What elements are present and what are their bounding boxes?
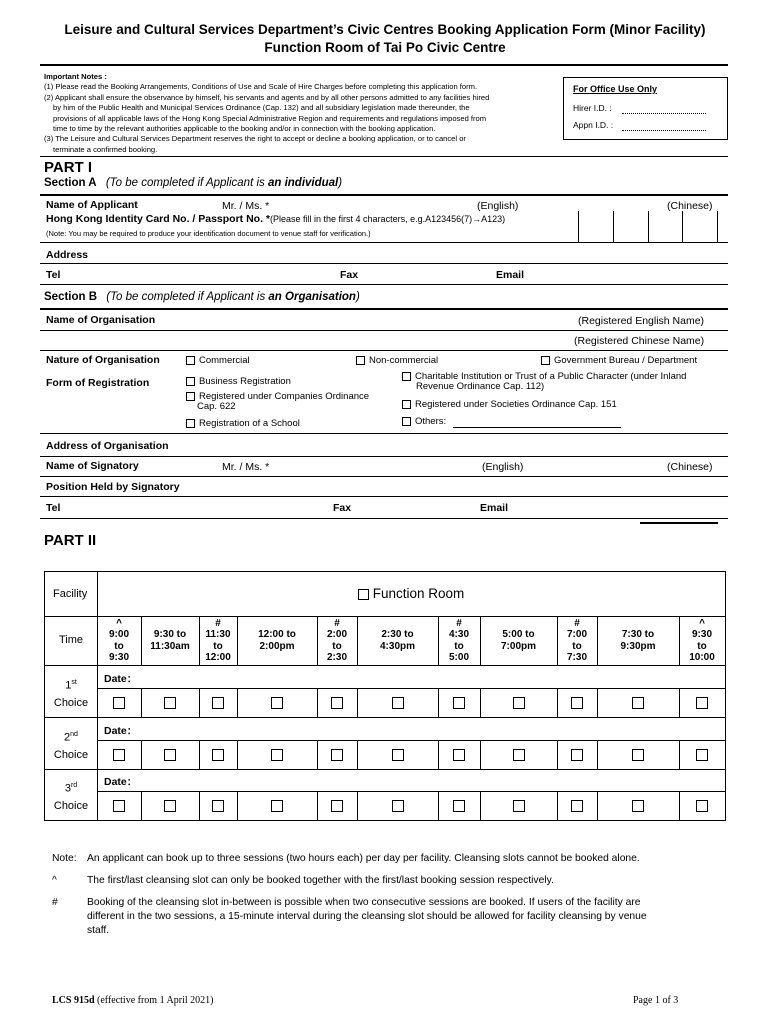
position-field[interactable] [40,496,728,497]
hkid-sub-note: (Note: You may be required to produce your identification document to venue staff for verification.) [46,229,371,238]
business-reg-option[interactable]: Business Registration [186,376,291,387]
org-tel-label: Tel [46,502,61,514]
position-label: Position Held by Signatory [46,481,180,493]
school-checkbox[interactable] [186,419,195,428]
org-fax-label: Fax [333,502,352,514]
societies-checkbox[interactable] [402,400,411,409]
gov-option[interactable]: Government Bureau / Department [541,355,697,366]
form-title-line1: Leisure and Cultural Services Department’s Civic Centres Booking Application Form (Minor Facility) [64,22,706,37]
section-a-label: Section A [44,177,97,189]
org-email-label: Email [480,502,509,514]
part1-heading: PART I [44,159,93,176]
signatory-english-label: (English) [482,461,524,473]
appn-id-field[interactable] [622,130,706,131]
section-b-note: (To be completed if Applicant is an Organisation) [106,291,360,303]
choice-3-slot-8-checkbox[interactable] [513,800,525,812]
choice-3-slot-7-checkbox[interactable] [453,800,465,812]
choice-1-slot-1-checkbox[interactable] [113,697,125,709]
tel-label: Tel [46,269,61,281]
others-field[interactable] [453,427,621,428]
office-use-box [563,77,728,140]
reg-chinese-label: (Registered Chinese Name) [574,335,705,347]
choice-3-slot-6-checkbox[interactable] [392,800,404,812]
non-commercial-option[interactable]: Non-commercial [356,355,438,366]
companies-option[interactable]: Registered under Companies Ordinance Cap. 622 [186,392,369,412]
choice-1-date[interactable]: Date： [104,673,138,685]
caret-note: The first/last cleansing slot can only be booked together with the first/last booking session respectively. [87,875,554,886]
note-2d: time to time by the relevant authorities applicable to the booking and/or in connection with the booking application. [53,124,436,134]
note-2a: (2) Applicant shall ensure the observance by himself, his servants and agents and by all other persons admitted to any facilities hired [44,92,490,102]
applicant-chinese-label: (Chinese) [667,200,713,212]
societies-option[interactable]: Registered under Societies Ordinance Cap. 151 [402,399,617,410]
footer-page: Page 1 of 3 [633,995,679,1006]
signatory-chinese-label: (Chinese) [667,461,713,473]
choice-1-slot-3-checkbox[interactable] [212,697,224,709]
hirer-id-label: Hirer I.D. : [573,103,612,113]
org-name-label: Name of Organisation [46,314,156,326]
choice-2-slot-4-checkbox[interactable] [271,749,283,761]
fax-label: Fax [340,269,359,281]
choice-3-slot-1-checkbox[interactable] [113,800,125,812]
applicant-title[interactable]: Mr. / Ms. * [222,200,270,212]
choice-2-slot-10-checkbox[interactable] [632,749,644,761]
org-address-label: Address of Organisation [46,440,169,452]
time-slot-5: # 2:00 to 2:30 [326,617,347,663]
address-label: Address [46,249,89,261]
time-slot-10: 7:30 to 9:30pm [620,629,656,652]
note-text: An applicant can book up to three sessions (two hours each) per day per facility. Cleansing slots cannot be booked alone. [87,853,640,864]
time-slot-11: ^ 9:30 to 10:00 [689,617,715,663]
hkid-boxes[interactable] [578,211,718,243]
function-room-option[interactable]: Function Room [97,586,725,601]
form-registration-label: Form of Registration [46,377,150,389]
address-field[interactable] [40,263,728,264]
notes-heading: Important Notes : [44,72,107,81]
choice-2-slot-6-checkbox[interactable] [392,749,404,761]
part2-heading: PART II [44,532,97,549]
note-label: Note: [52,853,77,864]
choice-1-slot-6-checkbox[interactable] [392,697,404,709]
applicant-english-label: (English) [477,200,519,212]
note-1: (1) Please read the Booking Arrangements, Conditions of Use and Scale of Hire Charges before completing this application form. [44,82,478,92]
email-label: Email [496,269,525,281]
choice-3-slot-10-checkbox[interactable] [632,800,644,812]
time-slot-4: 12:00 to 2:00pm [258,629,296,652]
choice-1-slot-7-checkbox[interactable] [453,697,465,709]
note-2c: provisions of all applicable laws of the Hong Kong Special Administrative Region and requirements and regulations imposed from [53,113,487,123]
appn-id-label: Appn I.D. : [573,120,614,130]
business-reg-checkbox[interactable] [186,377,195,386]
section-a-heading [44,177,342,189]
non-commercial-checkbox[interactable] [356,356,365,365]
choice-2-slot-7-checkbox[interactable] [453,749,465,761]
choice-2-slot-3-checkbox[interactable] [212,749,224,761]
notes-divider [40,156,728,157]
choice-1-label: 1st Choice [53,679,89,709]
charitable-checkbox[interactable] [402,372,411,381]
time-slot-3: # 11:30 to 12:00 [205,617,231,663]
time-slot-2: 9:30 to 11:30am [150,629,190,652]
reg-english-label: (Registered English Name) [578,315,705,327]
choice-1-slot-11-checkbox[interactable] [696,697,708,709]
choice-3-slot-11-checkbox[interactable] [696,800,708,812]
important-notes [44,72,556,155]
section-b-heading [44,291,360,303]
choice-2-slot-8-checkbox[interactable] [513,749,525,761]
commercial-checkbox[interactable] [186,356,195,365]
time-slot-7: # 4:30 to 5:00 [448,617,469,663]
hash-note: Booking of the cleansing slot in-between is possible when two consecutive sessions are booked. If users of the facility are different in the two sessions, a 15-minute interval during the cleansing slot should be allowed for facility cleansing by venue staff. [87,897,647,936]
note-2b: by him of the Public Health and Municipal Services Ordinance (Cap. 132) and all subsidiary legislation made thereunder, the [53,103,470,113]
hkid-label: Hong Kong Identity Card No. / Passport No. *(Please fill in the first 4 characters, e.g.A123456(7)→A123) [46,213,506,225]
choice-3-slot-5-checkbox[interactable] [331,800,343,812]
choice-1-slot-2-checkbox[interactable] [164,697,176,709]
companies-checkbox[interactable] [186,392,195,401]
time-slot-1: ^ 9:00 to 9:30 [108,617,129,663]
choice-1-slot-9-checkbox[interactable] [571,697,583,709]
note-3b: terminate a confirmed booking. [53,144,158,154]
section-b-label: Section B [44,291,98,303]
function-room-checkbox[interactable] [358,589,369,600]
signatory-label: Name of Signatory [46,460,139,472]
gov-checkbox[interactable] [541,356,550,365]
hirer-id-field[interactable] [622,113,706,114]
booking-table [44,571,726,821]
note-3a: (3) The Leisure and Cultural Services Department reserves the right to accept or decline a booking application, or to cancel or [44,134,466,144]
choice-3-slot-9-checkbox[interactable] [571,800,583,812]
choice-1-slot-5-checkbox[interactable] [331,697,343,709]
section-a-note: (To be completed if Applicant is an individual) [105,177,343,189]
school-option[interactable]: Registration of a School [186,418,300,429]
time-slot-9: # 7:00 to 7:30 [566,617,587,663]
choice-2-slot-5-checkbox[interactable] [331,749,343,761]
choice-2-slot-9-checkbox[interactable] [571,749,583,761]
hash-mark: # [52,897,58,908]
caret-mark: ^ [52,875,57,886]
choice-2-slot-1-checkbox[interactable] [113,749,125,761]
office-title: For Office Use Only [573,84,658,94]
others-option[interactable]: Others: [402,416,446,427]
choice-2-slot-2-checkbox[interactable] [164,749,176,761]
others-checkbox[interactable] [402,417,411,426]
form-title-line2: Function Room of Tai Po Civic Centre [264,40,506,55]
facility-label: Facility [53,588,88,600]
choice-1-slot-4-checkbox[interactable] [271,697,283,709]
choice-2-label: 2nd Choice [53,731,89,761]
choice-2-date[interactable]: Date： [104,725,138,737]
time-slot-8: 5:00 to 7:00pm [500,629,536,652]
name-of-applicant-label: Name of Applicant [46,199,138,211]
choice-3-date[interactable]: Date： [104,776,138,788]
choice-3-label: 3rd Choice [53,782,89,812]
charitable-option[interactable]: Charitable Institution or Trust of a Public Character (under Inland Revenue Ordinance Cap. 112) [402,372,686,392]
header-divider [40,64,728,66]
commercial-option[interactable]: Commercial [186,355,250,366]
choice-3-slot-2-checkbox[interactable] [164,800,176,812]
choice-2-slot-11-checkbox[interactable] [696,749,708,761]
choice-1-slot-8-checkbox[interactable] [513,697,525,709]
choice-1-slot-10-checkbox[interactable] [632,697,644,709]
footer-code: LCS 915d (effective from 1 April 2021) [52,995,214,1006]
time-slot-6: 2:30 to 4:30pm [379,629,415,652]
org-address-field[interactable] [40,456,728,457]
choice-3-slot-3-checkbox[interactable] [212,800,224,812]
choice-3-slot-4-checkbox[interactable] [271,800,283,812]
nature-label: Nature of Organisation [46,354,160,366]
signatory-title[interactable]: Mr. / Ms. * [222,461,270,473]
time-label: Time [59,634,84,646]
